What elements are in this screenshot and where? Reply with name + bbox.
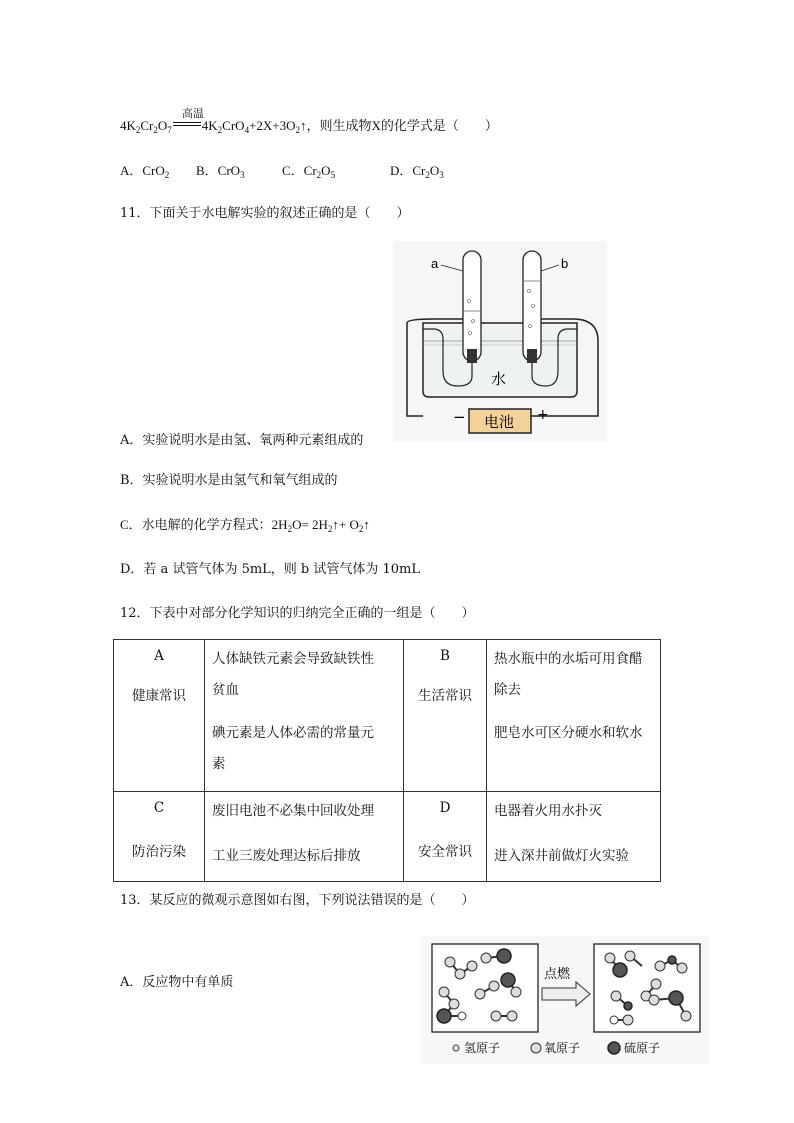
q13-option-a: A．反应物中有单质 (120, 975, 234, 990)
sub: 3 (439, 170, 444, 180)
sulfur-atom-icon (608, 1042, 620, 1054)
rhs-a: 4K (201, 118, 218, 133)
q12-stem: 12．下表中对部分化学知识的归纳完全正确的一组是（ ） (120, 606, 475, 621)
option-a (120, 160, 169, 180)
option-c (282, 160, 335, 180)
content-line: 进入深井前做灯火实验 (494, 848, 629, 864)
sub: 2 (153, 125, 158, 135)
q11-option-b: B．实验说明水是由氢气和氧气组成的 (120, 473, 338, 488)
battery-label: 电池 (484, 413, 515, 431)
content-line: 工业三废处理达标后排放 (212, 848, 361, 864)
q11-option-c (120, 514, 370, 534)
content-cell (205, 640, 404, 792)
q13-stem: 13．某反应的微观示意图如右图，下列说法错误的是（ ） (120, 893, 475, 908)
content-line: 素 (212, 756, 226, 772)
minus-sign: − (453, 408, 466, 426)
lhs-coef: 4K (120, 118, 136, 133)
q10-tail: ↑，则生成物X的化学式是（ ） (300, 118, 498, 133)
sub: 2 (358, 524, 364, 534)
option-c-text: O= 2H (292, 517, 328, 532)
option-label: A．CrO (120, 163, 165, 178)
option-rest: O (429, 163, 440, 178)
legend-oxygen: 氧原子 (544, 1041, 581, 1055)
category-letter: B (440, 648, 450, 664)
content-line: 除去 (494, 682, 521, 698)
legend-hydrogen: 氢原子 (464, 1041, 501, 1055)
category-letter: A (154, 648, 164, 664)
option-d (390, 160, 444, 180)
category-name: 安全常识 (418, 844, 472, 860)
sub: 2 (425, 170, 430, 180)
category-name: 健康常识 (132, 688, 186, 704)
category-letter: C (153, 800, 165, 816)
lhs-mid: Cr (140, 118, 154, 133)
content-line: 肥皂水可区分硬水和软水 (494, 725, 643, 741)
category-cell (404, 792, 487, 882)
category-letter: D (439, 800, 451, 816)
sub: 2 (327, 524, 333, 534)
category-name: 防治污染 (132, 844, 186, 860)
tube-b-label: b (561, 256, 569, 271)
sub: 2 (295, 125, 301, 135)
content-cell (487, 640, 661, 792)
q10-equation (120, 115, 498, 135)
category-name: 生活常识 (418, 688, 472, 704)
option-b (196, 160, 245, 180)
content-line: 人体缺铁元素会导致缺铁性 (212, 651, 374, 667)
content-line: 电器着火用水扑灭 (494, 803, 602, 819)
lhs-end: O (157, 118, 168, 133)
option-label: B．CrO (196, 163, 241, 178)
oxygen-atom-icon (531, 1043, 541, 1053)
reaction-figure (420, 936, 710, 1064)
sub: 2 (164, 170, 170, 180)
table-row (114, 792, 661, 882)
option-label: C．Cr (282, 163, 317, 178)
option-label: D．Cr (390, 163, 426, 178)
sub: 5 (330, 170, 336, 180)
category-cell (404, 640, 487, 792)
q11-stem: 11．下面关于水电解实验的叙述正确的是（ ） (120, 206, 410, 221)
content-line: 热水瓶中的水垢可用食醋 (494, 651, 643, 667)
sub: 2 (135, 125, 141, 135)
sub: 7 (167, 125, 172, 135)
category-cell (114, 640, 205, 792)
content-line: 贫血 (212, 682, 239, 698)
content-line: 碘元素是人体必需的常量元 (212, 725, 374, 741)
sub: 3 (240, 170, 245, 180)
rhs-b: CrO (222, 118, 245, 133)
table-row (114, 640, 661, 792)
content-line: 废旧电池不必集中回收处理 (212, 803, 374, 819)
sub: 2 (316, 170, 322, 180)
plus-sign: + (537, 407, 549, 423)
electrolysis-figure (393, 241, 607, 441)
rhs-c: +2X+3O (249, 118, 296, 133)
hydrogen-atom-icon (453, 1045, 459, 1051)
option-rest: O (321, 163, 331, 178)
option-c-text: ↑ (363, 517, 370, 532)
water-label: 水 (491, 370, 507, 388)
category-cell (114, 792, 205, 882)
option-c-text: C．水电解的化学方程式：2H (120, 517, 288, 532)
legend-sulfur: 硫原子 (624, 1041, 661, 1055)
q11-option-d: D．若 a 试管气体为 5mL，则 b 试管气体为 10mL (120, 562, 421, 577)
arrow-label: 点燃 (544, 967, 571, 982)
sub: 2 (217, 125, 223, 135)
tube-a-label: a (431, 256, 439, 271)
q11-option-a: A．实验说明水是由氢、氧两种元素组成的 (120, 433, 364, 448)
content-cell (487, 792, 661, 882)
knowledge-table (113, 639, 661, 882)
reaction-condition: 高温 (182, 107, 204, 120)
content-cell (205, 792, 404, 882)
sub: 4 (244, 125, 250, 135)
option-c-text: ↑+ O (332, 517, 359, 532)
sub: 2 (287, 524, 293, 534)
reaction-arrow (173, 122, 201, 126)
